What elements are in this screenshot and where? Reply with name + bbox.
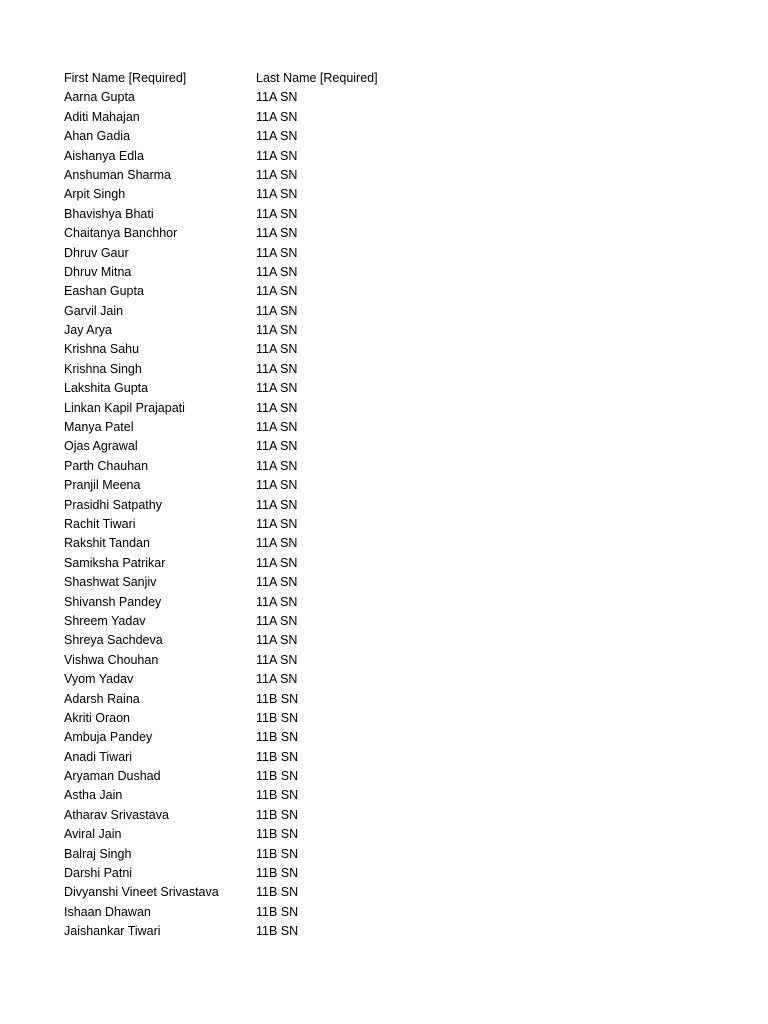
first-name-cell: Ishaan Dhawan <box>64 904 151 919</box>
first-name-cell: Linkan Kapil Prajapati <box>64 400 185 415</box>
last-name-cell: 11B SN <box>256 924 299 939</box>
first-name-cell: Jaishankar Tiwari <box>64 924 161 939</box>
last-name-cell: 11A SN <box>256 148 298 163</box>
table-row <box>64 127 704 146</box>
table-row <box>64 437 704 456</box>
last-name-cell: 11A SN <box>256 167 298 182</box>
first-name-cell: Aryaman Dushad <box>64 769 161 784</box>
last-name-cell: 11A SN <box>256 594 298 609</box>
first-name-cell: Akriti Oraon <box>64 710 130 725</box>
last-name-cell: 11A SN <box>256 478 298 493</box>
table-row <box>64 399 704 418</box>
first-name-cell: Vyom Yadav <box>64 672 134 687</box>
table-row <box>64 748 704 767</box>
last-name-cell: 11A SN <box>256 536 298 551</box>
header-row <box>64 69 704 88</box>
last-name-cell: 11B SN <box>256 827 299 842</box>
table-row <box>64 166 704 185</box>
last-name-cell: 11A SN <box>256 555 298 570</box>
last-name-cell: 11A SN <box>256 323 298 338</box>
last-name-cell: 11A SN <box>256 420 298 435</box>
last-name-cell: 11A SN <box>256 613 298 628</box>
last-name-cell: 11A SN <box>256 439 298 454</box>
table-row <box>64 496 704 515</box>
last-name-cell: 11A SN <box>256 206 298 221</box>
last-name-cell: 11B SN <box>256 749 299 764</box>
last-name-cell: 11A SN <box>256 303 298 318</box>
table-row <box>64 709 704 728</box>
first-name-cell: Shashwat Sanjiv <box>64 575 157 590</box>
table-row <box>64 651 704 670</box>
last-name-cell: 11A SN <box>256 109 298 124</box>
first-name-cell: Ambuja Pandey <box>64 730 153 745</box>
header-last-name: Last Name [Required] <box>256 71 378 85</box>
last-name-cell: 11A SN <box>256 575 298 590</box>
first-name-cell: Aviral Jain <box>64 827 122 842</box>
first-name-cell: Lakshita Gupta <box>64 381 149 396</box>
last-name-cell: 11B SN <box>256 904 299 919</box>
table-row <box>64 185 704 204</box>
last-name-cell: 11A SN <box>256 129 298 144</box>
last-name-cell: 11A SN <box>256 361 298 376</box>
last-name-cell: 11A SN <box>256 284 298 299</box>
last-name-cell: 11A SN <box>256 187 298 202</box>
table-row <box>64 573 704 592</box>
first-name-cell: Samiksha Patrikar <box>64 555 166 570</box>
first-name-cell: Balraj Singh <box>64 846 132 861</box>
table-row <box>64 534 704 553</box>
table-row <box>64 457 704 476</box>
first-name-cell: Darshi Patni <box>64 866 133 881</box>
last-name-cell: 11A SN <box>256 633 298 648</box>
first-name-cell: Dhruv Mitna <box>64 264 132 279</box>
table-row <box>64 340 704 359</box>
first-name-cell: Ojas Agrawal <box>64 439 138 454</box>
first-name-cell: Garvil Jain <box>64 303 124 318</box>
first-name-cell: Anshuman Sharma <box>64 167 172 182</box>
last-name-cell: 11A SN <box>256 342 298 357</box>
last-name-cell: 11A SN <box>256 381 298 396</box>
first-name-cell: Rachit Tiwari <box>64 516 136 531</box>
first-name-cell: Shivansh Pandey <box>64 594 162 609</box>
table-row <box>64 360 704 379</box>
first-name-cell: Rakshit Tandan <box>64 536 150 551</box>
last-name-cell: 11B SN <box>256 885 299 900</box>
last-name-cell: 11A SN <box>256 400 298 415</box>
first-name-cell: Divyanshi Vineet Srivastava <box>64 885 219 900</box>
first-name-cell: Krishna Singh <box>64 361 142 376</box>
first-name-cell: Parth Chauhan <box>64 458 149 473</box>
last-name-cell: 11A SN <box>256 497 298 512</box>
first-name-cell: Aishanya Edla <box>64 148 144 163</box>
table-row <box>64 244 704 263</box>
table-row <box>64 205 704 224</box>
table-row <box>64 631 704 650</box>
last-name-cell: 11A SN <box>256 516 298 531</box>
last-name-cell: 11B SN <box>256 866 299 881</box>
table-row <box>64 88 704 107</box>
table-row <box>64 903 704 922</box>
first-name-cell: Eashan Gupta <box>64 284 144 299</box>
table-row <box>64 476 704 495</box>
table-row <box>64 593 704 612</box>
first-name-cell: Shreya Sachdeva <box>64 633 163 648</box>
first-name-cell: Manya Patel <box>64 420 134 435</box>
last-name-cell: 11B SN <box>256 788 299 803</box>
first-name-cell: Pranjil Meena <box>64 478 141 493</box>
table-row <box>64 922 704 941</box>
first-name-cell: Vishwa Chouhan <box>64 652 159 667</box>
last-name-cell: 11B SN <box>256 807 299 822</box>
table-row <box>64 282 704 301</box>
last-name-cell: 11B SN <box>256 691 299 706</box>
first-name-cell: Atharav Srivastava <box>64 807 169 822</box>
first-name-cell: Dhruv Gaur <box>64 245 129 260</box>
first-name-cell: Aarna Gupta <box>64 90 135 105</box>
first-name-cell: Arpit Singh <box>64 187 126 202</box>
table-row <box>64 728 704 747</box>
table-body <box>64 88 704 941</box>
first-name-cell: Adarsh Raina <box>64 691 140 706</box>
table-row <box>64 515 704 534</box>
last-name-cell: 11B SN <box>256 730 299 745</box>
last-name-cell: 11A SN <box>256 264 298 279</box>
table-row <box>64 767 704 786</box>
table-row <box>64 845 704 864</box>
table-row <box>64 108 704 127</box>
table-row <box>64 224 704 243</box>
first-name-cell: Anadi Tiwari <box>64 749 133 764</box>
first-name-cell: Bhavishya Bhati <box>64 206 154 221</box>
last-name-cell: 11A SN <box>256 226 298 241</box>
first-name-cell: Astha Jain <box>64 788 123 803</box>
first-name-cell: Krishna Sahu <box>64 342 140 357</box>
table-row <box>64 806 704 825</box>
table-row <box>64 670 704 689</box>
table-row <box>64 825 704 844</box>
table-row <box>64 302 704 321</box>
table-row <box>64 418 704 437</box>
table-row <box>64 379 704 398</box>
first-name-cell: Jay Arya <box>64 323 112 338</box>
table-row <box>64 690 704 709</box>
table-row <box>64 321 704 340</box>
first-name-cell: Prasidhi Satpathy <box>64 497 162 512</box>
table-row <box>64 612 704 631</box>
table-row <box>64 786 704 805</box>
last-name-cell: 11B SN <box>256 769 299 784</box>
first-name-cell: Chaitanya Banchhor <box>64 226 178 241</box>
table-row <box>64 864 704 883</box>
table-row <box>64 883 704 902</box>
spreadsheet-page <box>64 69 704 942</box>
last-name-cell: 11A SN <box>256 672 298 687</box>
last-name-cell: 11A SN <box>256 245 298 260</box>
last-name-cell: 11B SN <box>256 710 299 725</box>
last-name-cell: 11A SN <box>256 652 298 667</box>
table-row <box>64 147 704 166</box>
first-name-cell: Ahan Gadia <box>64 129 131 144</box>
table-row <box>64 263 704 282</box>
first-name-cell: Aditi Mahajan <box>64 109 140 124</box>
first-name-cell: Shreem Yadav <box>64 613 146 628</box>
last-name-cell: 11B SN <box>256 846 299 861</box>
last-name-cell: 11A SN <box>256 458 298 473</box>
last-name-cell: 11A SN <box>256 90 298 105</box>
header-first-name: First Name [Required] <box>64 71 187 85</box>
table-row <box>64 554 704 573</box>
